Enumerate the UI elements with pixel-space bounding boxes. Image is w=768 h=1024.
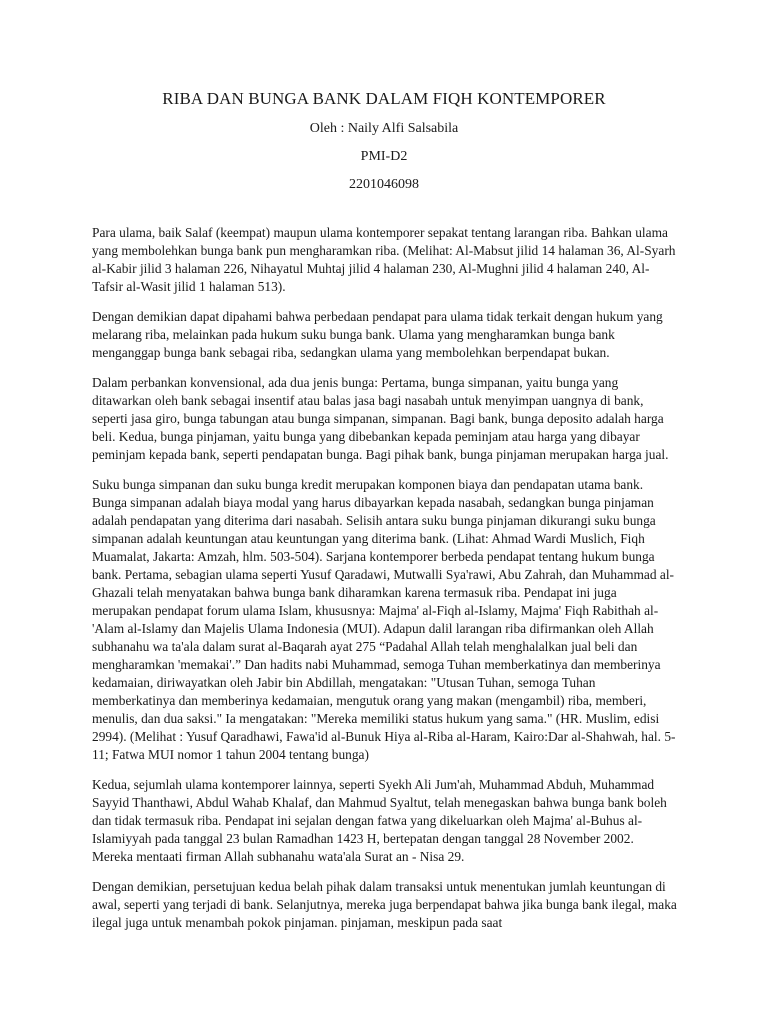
- paragraph: Kedua, sejumlah ulama kontemporer lainnya, seperti Syekh Ali Jum'ah, Muhammad Abduh, Muhammad Sayyid Thanthawi, Abdul Wahab Khalaf, dan Mahmud Syaltut, telah menegaskan bahwa bunga bank boleh dan tidak termasuk riba. Pendapat ini sejalan dengan fatwa yang dikeluarkan oleh Majma' al-Buhus al-Islamiyyah pada tanggal 23 bulan Ramadhan 1423 H, bertepatan dengan tanggal 28 November 2002. Mereka mentaati firman Allah subhanahu wata'ala Surat an - Nisa 29.: [92, 777, 667, 864]
- document-title: RIBA DAN BUNGA BANK DALAM FIQH KONTEMPORER: [162, 89, 606, 108]
- paragraph: Dengan demikian, persetujuan kedua belah pihak dalam transaksi untuk menentukan jumlah keuntungan di awal, seperti yang terjadi di bank. Selanjutnya, mereka juga berpendapat bahwa jika bunga bank ilegal, maka ilegal juga untuk menambah pokok pinjaman. pinjaman, meskipun pada saat: [92, 879, 677, 930]
- paragraph: Para ulama, baik Salaf (keempat) maupun ulama kontemporer sepakat tentang larangan riba. Bahkan ulama yang membolehkan bunga bank pun mengharamkan riba. (Melihat: Al-Mabsut jilid 14 halaman 36, Al-Syarh al-Kabir jilid 3 halaman 226, Nihayatul Muhtaj jilid 4 halaman 230, Al-Mughni jilid 4 halaman 240, Al-Tafsir al-Wasit jilid 1 halaman 513).: [92, 225, 676, 294]
- paragraph: Suku bunga simpanan dan suku bunga kredit merupakan komponen biaya dan pendapatan utama bank. Bunga simpanan adalah biaya modal yang harus dibayarkan kepada nasabah, sedangkan bunga pinjaman adalah pendapatan yang diterima dari nasabah. Selisih antara suku bunga pinjaman dikurangi suku bunga simpanan adalah keuntungan atau keuntungan yang diterima bank. (Lihat: Ahmad Wardi Muslich, Fiqh Muamalat, Jakarta: Amzah, hlm. 503-504). Sarjana kontemporer berbeda pendapat tentang hukum bunga bank. Pertama, sebagian ulama seperti Yusuf Qaradawi, Mutwalli Sya'rawi, Abu Zahrah, dan Muhammad al-Ghazali telah menyatakan bahwa bunga bank diharamkan karena termasuk riba. Pendapat ini juga merupakan pendapat forum ulama Islam, khususnya: Majma' al-Fiqh al-Islamy, Majma' Fiqh Rabithah al-'Alam al-Islamy dan Majelis Ulama Indonesia (MUI). Adapun dalil larangan riba difirmankan oleh Allah subhanahu wa ta'ala dalam surat al-Baqarah ayat 275 “Padahal Allah telah menghalalkan jual beli dan mengharamkan 'memakai'.” Dan hadits nabi Muhammad, semoga Tuhan memberkatinya dan memberinya kedamaian, diriwayatkan oleh Jabir bin Abdillah, mengatakan: "Utusan Tuhan, semoga Tuhan memberkatinya dan memberinya kedamaian, mengutuk orang yang makan (mengambil) riba, memberi, menulis, dan dua saksi." Ia mengatakan: "Mereka memiliki status hukum yang sama." (HR. Muslim, edisi 2994). (Melihat : Yusuf Qaradhawi, Fawa'id al-Bunuk Hiya al-Riba al-Haram, Kairo:Dar al-Shahwah, hal. 5-11; Fatwa MUI nomor 1 tahun 2004 tentang bunga): [92, 477, 676, 762]
- student-id: 2201046098: [349, 177, 419, 192]
- paragraph: Dalam perbankan konvensional, ada dua jenis bunga: Pertama, bunga simpanan, yaitu bunga yang ditawarkan oleh bank sebagai insentif atau balas jasa bagi nasabah untuk menyimpan uangnya di bank, seperti jasa giro, bunga tabungan atau bunga simpanan, simpanan. Bagi bank, bunga deposito adalah harga beli. Kedua, bunga pinjaman, yaitu bunga yang dibebankan kepada peminjam atau harga yang dibayar peminjam kepada bank, seperti pendapatan bunga. Bagi pihak bank, bunga pinjaman merupakan harga jual.: [92, 375, 669, 462]
- paragraph: Dengan demikian dapat dipahami bahwa perbedaan pendapat para ulama tidak terkait dengan hukum yang melarang riba, melainkan pada hukum suku bunga bank. Ulama yang mengharamkan bunga bank menganggap bunga bank sebagai riba, sedangkan ulama yang membolehkan berpendapat bukan.: [92, 309, 663, 360]
- author-line: Oleh : Naily Alfi Salsabila: [309, 121, 459, 136]
- document-header: [0, 88, 768, 194]
- class-code: PMI-D2: [360, 149, 408, 164]
- document-body: [92, 224, 678, 944]
